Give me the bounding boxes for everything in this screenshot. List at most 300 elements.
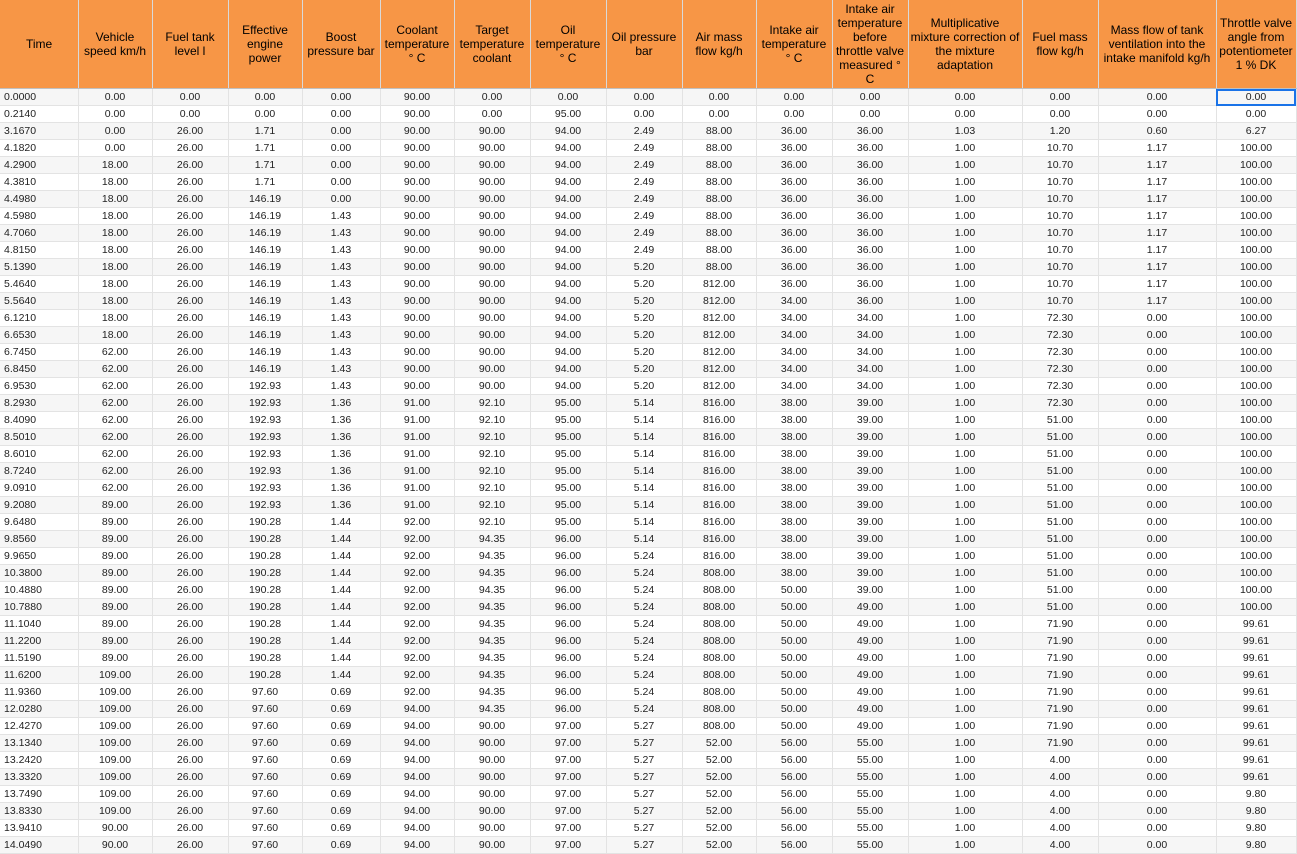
table-cell[interactable]: 0.00 xyxy=(1098,718,1216,735)
table-cell[interactable]: 55.00 xyxy=(832,769,908,786)
table-cell[interactable]: 26.00 xyxy=(152,650,228,667)
table-cell[interactable]: 72.30 xyxy=(1022,395,1098,412)
table-cell[interactable]: 97.60 xyxy=(228,718,302,735)
table-cell[interactable]: 0.00 xyxy=(1098,497,1216,514)
table-cell[interactable]: 94.35 xyxy=(454,565,530,582)
table-cell[interactable]: 51.00 xyxy=(1022,548,1098,565)
table-cell[interactable]: 36.00 xyxy=(832,293,908,310)
table-cell[interactable]: 71.90 xyxy=(1022,701,1098,718)
table-cell[interactable]: 51.00 xyxy=(1022,531,1098,548)
table-cell[interactable]: 0.00 xyxy=(530,89,606,106)
table-cell[interactable]: 100.00 xyxy=(1216,565,1296,582)
table-cell[interactable]: 10.7880 xyxy=(0,599,78,616)
table-cell[interactable]: 816.00 xyxy=(682,480,756,497)
table-cell[interactable]: 5.27 xyxy=(606,718,682,735)
table-cell[interactable]: 190.28 xyxy=(228,514,302,531)
table-cell[interactable]: 97.00 xyxy=(530,786,606,803)
table-cell[interactable]: 5.14 xyxy=(606,497,682,514)
table-cell[interactable]: 1.36 xyxy=(302,446,380,463)
table-cell[interactable]: 49.00 xyxy=(832,667,908,684)
table-cell[interactable]: 0.00 xyxy=(756,106,832,123)
table-cell[interactable]: 39.00 xyxy=(832,429,908,446)
table-cell[interactable]: 52.00 xyxy=(682,752,756,769)
table-cell[interactable]: 90.00 xyxy=(380,276,454,293)
table-cell[interactable]: 9.80 xyxy=(1216,820,1296,837)
table-cell[interactable]: 51.00 xyxy=(1022,429,1098,446)
column-header[interactable]: Intake air temperature before throttle valve measured ° C xyxy=(832,0,908,89)
column-header[interactable]: Oil temperature ° C xyxy=(530,0,606,89)
table-cell[interactable]: 99.61 xyxy=(1216,667,1296,684)
table-cell[interactable]: 146.19 xyxy=(228,361,302,378)
table-cell[interactable]: 8.6010 xyxy=(0,446,78,463)
table-cell[interactable]: 5.20 xyxy=(606,327,682,344)
table-cell[interactable]: 97.00 xyxy=(530,735,606,752)
table-cell[interactable]: 8.7240 xyxy=(0,463,78,480)
table-cell[interactable]: 0.00 xyxy=(682,106,756,123)
table-cell[interactable]: 0.00 xyxy=(78,140,152,157)
table-cell[interactable]: 4.1820 xyxy=(0,140,78,157)
table-cell[interactable]: 18.00 xyxy=(78,242,152,259)
table-cell[interactable]: 96.00 xyxy=(530,616,606,633)
table-cell[interactable]: 26.00 xyxy=(152,548,228,565)
table-cell[interactable]: 0.00 xyxy=(1098,633,1216,650)
table-cell[interactable]: 1.43 xyxy=(302,225,380,242)
table-cell[interactable]: 62.00 xyxy=(78,446,152,463)
table-cell[interactable]: 100.00 xyxy=(1216,276,1296,293)
table-cell[interactable]: 92.10 xyxy=(454,446,530,463)
table-cell[interactable]: 94.00 xyxy=(380,786,454,803)
table-cell[interactable]: 26.00 xyxy=(152,616,228,633)
table-cell[interactable]: 97.00 xyxy=(530,752,606,769)
table-cell[interactable]: 5.1390 xyxy=(0,259,78,276)
table-cell[interactable]: 0.00 xyxy=(1098,684,1216,701)
table-cell[interactable]: 5.20 xyxy=(606,310,682,327)
table-cell[interactable]: 10.70 xyxy=(1022,174,1098,191)
table-cell[interactable]: 90.00 xyxy=(454,208,530,225)
table-cell[interactable]: 10.70 xyxy=(1022,225,1098,242)
table-cell[interactable]: 71.90 xyxy=(1022,616,1098,633)
table-cell[interactable]: 26.00 xyxy=(152,582,228,599)
table-cell[interactable]: 50.00 xyxy=(756,582,832,599)
table-cell[interactable]: 95.00 xyxy=(530,412,606,429)
table-cell[interactable]: 0.00 xyxy=(302,157,380,174)
table-cell[interactable]: 2.49 xyxy=(606,157,682,174)
table-cell[interactable]: 10.70 xyxy=(1022,140,1098,157)
table-cell[interactable]: 146.19 xyxy=(228,259,302,276)
table-cell[interactable]: 97.00 xyxy=(530,820,606,837)
table-cell[interactable]: 89.00 xyxy=(78,514,152,531)
table-cell[interactable]: 0.00 xyxy=(1098,89,1216,106)
table-cell[interactable]: 62.00 xyxy=(78,361,152,378)
table-cell[interactable]: 38.00 xyxy=(756,548,832,565)
table-cell[interactable]: 94.00 xyxy=(380,803,454,820)
table-cell[interactable]: 71.90 xyxy=(1022,633,1098,650)
table-cell[interactable]: 1.00 xyxy=(908,412,1022,429)
table-cell[interactable]: 1.00 xyxy=(908,837,1022,854)
table-cell[interactable]: 34.00 xyxy=(832,344,908,361)
table-cell[interactable]: 26.00 xyxy=(152,514,228,531)
table-cell[interactable]: 56.00 xyxy=(756,837,832,854)
table-cell[interactable]: 816.00 xyxy=(682,531,756,548)
table-cell[interactable]: 11.1040 xyxy=(0,616,78,633)
table-cell[interactable]: 100.00 xyxy=(1216,599,1296,616)
table-cell[interactable]: 90.00 xyxy=(454,259,530,276)
table-cell[interactable]: 0.00 xyxy=(832,106,908,123)
table-cell[interactable]: 26.00 xyxy=(152,174,228,191)
table-cell[interactable]: 91.00 xyxy=(380,446,454,463)
table-cell[interactable]: 50.00 xyxy=(756,718,832,735)
table-cell[interactable]: 90.00 xyxy=(380,242,454,259)
table-cell[interactable]: 92.00 xyxy=(380,684,454,701)
table-cell[interactable]: 72.30 xyxy=(1022,327,1098,344)
table-cell[interactable]: 812.00 xyxy=(682,276,756,293)
table-cell[interactable]: 1.00 xyxy=(908,463,1022,480)
table-cell[interactable]: 55.00 xyxy=(832,820,908,837)
table-cell[interactable]: 95.00 xyxy=(530,514,606,531)
column-header[interactable]: Time xyxy=(0,0,78,89)
table-cell[interactable]: 4.3810 xyxy=(0,174,78,191)
table-cell[interactable]: 0.69 xyxy=(302,701,380,718)
table-cell[interactable]: 36.00 xyxy=(756,259,832,276)
table-cell[interactable]: 97.60 xyxy=(228,701,302,718)
table-cell[interactable]: 90.00 xyxy=(454,361,530,378)
table-cell[interactable]: 36.00 xyxy=(832,208,908,225)
table-cell[interactable]: 0.00 xyxy=(1098,582,1216,599)
table-cell[interactable]: 91.00 xyxy=(380,480,454,497)
table-cell[interactable]: 2.49 xyxy=(606,123,682,140)
table-cell[interactable]: 96.00 xyxy=(530,548,606,565)
table-cell[interactable]: 92.10 xyxy=(454,463,530,480)
table-cell[interactable]: 146.19 xyxy=(228,293,302,310)
table-cell[interactable]: 94.00 xyxy=(530,123,606,140)
column-header[interactable]: Multiplicative mixture correction of the mixture adaptation xyxy=(908,0,1022,89)
table-cell[interactable]: 18.00 xyxy=(78,310,152,327)
table-cell[interactable]: 2.49 xyxy=(606,225,682,242)
table-cell[interactable]: 9.8560 xyxy=(0,531,78,548)
table-cell[interactable]: 89.00 xyxy=(78,497,152,514)
table-cell[interactable]: 90.00 xyxy=(380,378,454,395)
table-cell[interactable]: 190.28 xyxy=(228,531,302,548)
table-cell[interactable]: 62.00 xyxy=(78,429,152,446)
table-cell[interactable]: 26.00 xyxy=(152,769,228,786)
table-cell[interactable]: 1.00 xyxy=(908,633,1022,650)
table-cell[interactable]: 11.2200 xyxy=(0,633,78,650)
table-cell[interactable]: 91.00 xyxy=(380,429,454,446)
table-cell[interactable]: 808.00 xyxy=(682,633,756,650)
table-cell[interactable]: 1.00 xyxy=(908,650,1022,667)
table-cell[interactable]: 1.00 xyxy=(908,667,1022,684)
table-cell[interactable]: 100.00 xyxy=(1216,378,1296,395)
table-cell[interactable]: 1.44 xyxy=(302,565,380,582)
table-cell[interactable]: 34.00 xyxy=(832,327,908,344)
table-cell[interactable]: 5.20 xyxy=(606,378,682,395)
table-cell[interactable]: 39.00 xyxy=(832,480,908,497)
table-cell[interactable]: 92.10 xyxy=(454,480,530,497)
table-cell[interactable]: 0.0000 xyxy=(0,89,78,106)
table-cell[interactable]: 1.43 xyxy=(302,242,380,259)
table-cell[interactable]: 1.00 xyxy=(908,565,1022,582)
table-cell[interactable]: 0.69 xyxy=(302,803,380,820)
table-cell[interactable]: 0.00 xyxy=(302,123,380,140)
table-cell[interactable]: 100.00 xyxy=(1216,191,1296,208)
table-cell[interactable]: 55.00 xyxy=(832,735,908,752)
table-cell[interactable]: 1.17 xyxy=(1098,225,1216,242)
table-cell[interactable]: 9.6480 xyxy=(0,514,78,531)
table-cell[interactable]: 92.10 xyxy=(454,514,530,531)
table-cell[interactable]: 9.80 xyxy=(1216,803,1296,820)
table-cell[interactable]: 26.00 xyxy=(152,395,228,412)
table-cell[interactable]: 0.00 xyxy=(302,191,380,208)
table-cell[interactable]: 36.00 xyxy=(832,242,908,259)
table-cell[interactable]: 816.00 xyxy=(682,497,756,514)
table-cell[interactable]: 1.00 xyxy=(908,684,1022,701)
table-cell[interactable]: 100.00 xyxy=(1216,514,1296,531)
table-cell[interactable]: 97.60 xyxy=(228,769,302,786)
table-cell[interactable]: 38.00 xyxy=(756,446,832,463)
table-cell[interactable]: 109.00 xyxy=(78,718,152,735)
table-cell[interactable]: 1.17 xyxy=(1098,293,1216,310)
table-cell[interactable]: 5.27 xyxy=(606,803,682,820)
table-cell[interactable]: 26.00 xyxy=(152,786,228,803)
table-cell[interactable]: 5.27 xyxy=(606,837,682,854)
table-cell[interactable]: 100.00 xyxy=(1216,157,1296,174)
table-cell[interactable]: 94.00 xyxy=(530,378,606,395)
table-cell[interactable]: 94.00 xyxy=(530,140,606,157)
table-cell[interactable]: 38.00 xyxy=(756,565,832,582)
table-cell[interactable]: 109.00 xyxy=(78,769,152,786)
table-cell[interactable]: 51.00 xyxy=(1022,599,1098,616)
table-cell[interactable]: 0.00 xyxy=(1098,735,1216,752)
table-cell[interactable]: 1.00 xyxy=(908,225,1022,242)
table-cell[interactable]: 55.00 xyxy=(832,786,908,803)
table-cell[interactable]: 1.00 xyxy=(908,531,1022,548)
table-cell[interactable]: 94.00 xyxy=(380,837,454,854)
table-cell[interactable]: 0.00 xyxy=(606,89,682,106)
table-cell[interactable]: 95.00 xyxy=(530,395,606,412)
table-cell[interactable]: 90.00 xyxy=(454,157,530,174)
table-cell[interactable]: 190.28 xyxy=(228,582,302,599)
table-cell[interactable]: 5.24 xyxy=(606,548,682,565)
table-cell[interactable]: 95.00 xyxy=(530,429,606,446)
table-cell[interactable]: 72.30 xyxy=(1022,378,1098,395)
table-cell[interactable]: 99.61 xyxy=(1216,769,1296,786)
table-cell[interactable]: 99.61 xyxy=(1216,633,1296,650)
table-cell[interactable]: 100.00 xyxy=(1216,361,1296,378)
table-cell[interactable]: 91.00 xyxy=(380,497,454,514)
table-cell[interactable]: 52.00 xyxy=(682,769,756,786)
table-cell[interactable]: 1.00 xyxy=(908,429,1022,446)
table-cell[interactable]: 0.69 xyxy=(302,752,380,769)
table-cell[interactable]: 8.2930 xyxy=(0,395,78,412)
table-cell[interactable]: 49.00 xyxy=(832,701,908,718)
table-cell[interactable]: 34.00 xyxy=(756,344,832,361)
table-cell[interactable]: 13.9410 xyxy=(0,820,78,837)
table-cell[interactable]: 5.27 xyxy=(606,786,682,803)
table-cell[interactable]: 100.00 xyxy=(1216,582,1296,599)
table-cell[interactable]: 71.90 xyxy=(1022,735,1098,752)
table-cell[interactable]: 100.00 xyxy=(1216,174,1296,191)
table-cell[interactable]: 1.00 xyxy=(908,191,1022,208)
table-cell[interactable]: 1.00 xyxy=(908,582,1022,599)
table-cell[interactable]: 62.00 xyxy=(78,480,152,497)
table-cell[interactable]: 100.00 xyxy=(1216,293,1296,310)
table-cell[interactable]: 90.00 xyxy=(454,820,530,837)
table-cell[interactable]: 96.00 xyxy=(530,650,606,667)
table-cell[interactable]: 92.00 xyxy=(380,531,454,548)
table-cell[interactable]: 97.60 xyxy=(228,735,302,752)
table-cell[interactable]: 38.00 xyxy=(756,480,832,497)
table-cell[interactable]: 9.9650 xyxy=(0,548,78,565)
table-cell[interactable]: 0.00 xyxy=(1098,463,1216,480)
table-cell[interactable]: 50.00 xyxy=(756,650,832,667)
table-cell[interactable]: 99.61 xyxy=(1216,684,1296,701)
table-cell[interactable]: 808.00 xyxy=(682,599,756,616)
table-cell[interactable]: 91.00 xyxy=(380,463,454,480)
table-cell[interactable]: 1.71 xyxy=(228,157,302,174)
table-cell[interactable]: 109.00 xyxy=(78,701,152,718)
table-cell[interactable]: 90.00 xyxy=(454,174,530,191)
table-cell[interactable]: 0.69 xyxy=(302,684,380,701)
table-cell[interactable]: 94.35 xyxy=(454,599,530,616)
table-cell[interactable]: 1.00 xyxy=(908,446,1022,463)
table-cell[interactable]: 8.4090 xyxy=(0,412,78,429)
table-cell[interactable]: 100.00 xyxy=(1216,531,1296,548)
table-cell[interactable]: 816.00 xyxy=(682,463,756,480)
table-cell[interactable]: 4.00 xyxy=(1022,837,1098,854)
table-cell[interactable]: 51.00 xyxy=(1022,497,1098,514)
table-cell[interactable]: 36.00 xyxy=(832,225,908,242)
table-cell[interactable]: 1.44 xyxy=(302,548,380,565)
table-cell[interactable]: 0.00 xyxy=(152,89,228,106)
table-cell[interactable]: 36.00 xyxy=(832,157,908,174)
table-cell[interactable]: 90.00 xyxy=(380,157,454,174)
table-cell[interactable]: 192.93 xyxy=(228,463,302,480)
table-cell[interactable]: 816.00 xyxy=(682,446,756,463)
table-cell[interactable]: 1.00 xyxy=(908,497,1022,514)
table-cell[interactable]: 49.00 xyxy=(832,718,908,735)
table-cell[interactable]: 1.17 xyxy=(1098,157,1216,174)
table-cell[interactable]: 0.00 xyxy=(302,106,380,123)
table-cell[interactable]: 90.00 xyxy=(380,293,454,310)
table-cell[interactable]: 0.00 xyxy=(1098,599,1216,616)
table-cell[interactable]: 812.00 xyxy=(682,361,756,378)
table-cell[interactable]: 26.00 xyxy=(152,531,228,548)
table-cell[interactable]: 1.44 xyxy=(302,667,380,684)
table-cell[interactable]: 5.20 xyxy=(606,276,682,293)
table-cell[interactable]: 26.00 xyxy=(152,752,228,769)
table-cell[interactable]: 12.4270 xyxy=(0,718,78,735)
table-cell[interactable]: 5.24 xyxy=(606,565,682,582)
table-cell[interactable]: 0.00 xyxy=(1098,803,1216,820)
table-cell[interactable]: 90.00 xyxy=(380,174,454,191)
table-cell[interactable]: 5.24 xyxy=(606,633,682,650)
table-cell[interactable]: 5.5640 xyxy=(0,293,78,310)
table-cell[interactable]: 146.19 xyxy=(228,344,302,361)
table-cell[interactable]: 94.00 xyxy=(530,242,606,259)
table-cell[interactable]: 192.93 xyxy=(228,446,302,463)
table-cell[interactable]: 26.00 xyxy=(152,327,228,344)
selected-cell[interactable]: 0.00 xyxy=(1216,89,1296,106)
table-cell[interactable]: 90.00 xyxy=(78,837,152,854)
table-cell[interactable]: 0.00 xyxy=(1098,514,1216,531)
table-cell[interactable]: 100.00 xyxy=(1216,208,1296,225)
table-cell[interactable]: 38.00 xyxy=(756,395,832,412)
table-cell[interactable]: 0.00 xyxy=(1022,106,1098,123)
table-cell[interactable]: 90.00 xyxy=(454,225,530,242)
table-cell[interactable]: 56.00 xyxy=(756,752,832,769)
table-cell[interactable]: 1.44 xyxy=(302,599,380,616)
table-cell[interactable]: 1.00 xyxy=(908,140,1022,157)
column-header[interactable]: Fuel tank level l xyxy=(152,0,228,89)
table-cell[interactable]: 1.03 xyxy=(908,123,1022,140)
table-cell[interactable]: 1.00 xyxy=(908,327,1022,344)
table-cell[interactable]: 94.35 xyxy=(454,667,530,684)
table-cell[interactable]: 39.00 xyxy=(832,395,908,412)
table-cell[interactable]: 1.00 xyxy=(908,514,1022,531)
table-cell[interactable]: 0.00 xyxy=(1098,667,1216,684)
table-cell[interactable]: 62.00 xyxy=(78,378,152,395)
table-cell[interactable]: 816.00 xyxy=(682,429,756,446)
table-cell[interactable]: 1.00 xyxy=(908,361,1022,378)
table-cell[interactable]: 10.70 xyxy=(1022,208,1098,225)
table-cell[interactable]: 56.00 xyxy=(756,803,832,820)
table-cell[interactable]: 94.35 xyxy=(454,701,530,718)
table-cell[interactable]: 52.00 xyxy=(682,786,756,803)
table-cell[interactable]: 36.00 xyxy=(756,208,832,225)
table-cell[interactable]: 4.8150 xyxy=(0,242,78,259)
table-cell[interactable]: 0.60 xyxy=(1098,123,1216,140)
table-cell[interactable]: 5.24 xyxy=(606,650,682,667)
table-cell[interactable]: 18.00 xyxy=(78,276,152,293)
table-cell[interactable]: 190.28 xyxy=(228,599,302,616)
table-cell[interactable]: 0.00 xyxy=(1098,446,1216,463)
table-cell[interactable]: 0.00 xyxy=(78,106,152,123)
table-cell[interactable]: 94.00 xyxy=(530,191,606,208)
table-cell[interactable]: 39.00 xyxy=(832,514,908,531)
table-cell[interactable]: 0.00 xyxy=(1098,786,1216,803)
table-cell[interactable]: 0.00 xyxy=(228,106,302,123)
table-cell[interactable]: 26.00 xyxy=(152,633,228,650)
table-cell[interactable]: 94.00 xyxy=(380,735,454,752)
table-cell[interactable]: 90.00 xyxy=(454,837,530,854)
table-cell[interactable]: 90.00 xyxy=(454,140,530,157)
table-cell[interactable]: 26.00 xyxy=(152,565,228,582)
table-cell[interactable]: 146.19 xyxy=(228,191,302,208)
table-cell[interactable]: 96.00 xyxy=(530,599,606,616)
table-cell[interactable]: 36.00 xyxy=(756,242,832,259)
table-cell[interactable]: 1.00 xyxy=(908,718,1022,735)
table-cell[interactable]: 13.7490 xyxy=(0,786,78,803)
table-cell[interactable]: 0.00 xyxy=(1098,548,1216,565)
table-cell[interactable]: 0.00 xyxy=(1098,344,1216,361)
table-cell[interactable]: 9.0910 xyxy=(0,480,78,497)
table-cell[interactable]: 1.17 xyxy=(1098,276,1216,293)
table-cell[interactable]: 1.17 xyxy=(1098,259,1216,276)
table-cell[interactable]: 109.00 xyxy=(78,752,152,769)
table-cell[interactable]: 18.00 xyxy=(78,293,152,310)
table-cell[interactable]: 5.24 xyxy=(606,684,682,701)
table-cell[interactable]: 10.4880 xyxy=(0,582,78,599)
table-cell[interactable]: 90.00 xyxy=(78,820,152,837)
table-cell[interactable]: 96.00 xyxy=(530,565,606,582)
table-cell[interactable]: 0.00 xyxy=(832,89,908,106)
table-cell[interactable]: 56.00 xyxy=(756,786,832,803)
table-cell[interactable]: 4.5980 xyxy=(0,208,78,225)
table-cell[interactable]: 39.00 xyxy=(832,463,908,480)
table-cell[interactable]: 94.00 xyxy=(530,157,606,174)
table-cell[interactable]: 89.00 xyxy=(78,616,152,633)
table-cell[interactable]: 10.70 xyxy=(1022,242,1098,259)
